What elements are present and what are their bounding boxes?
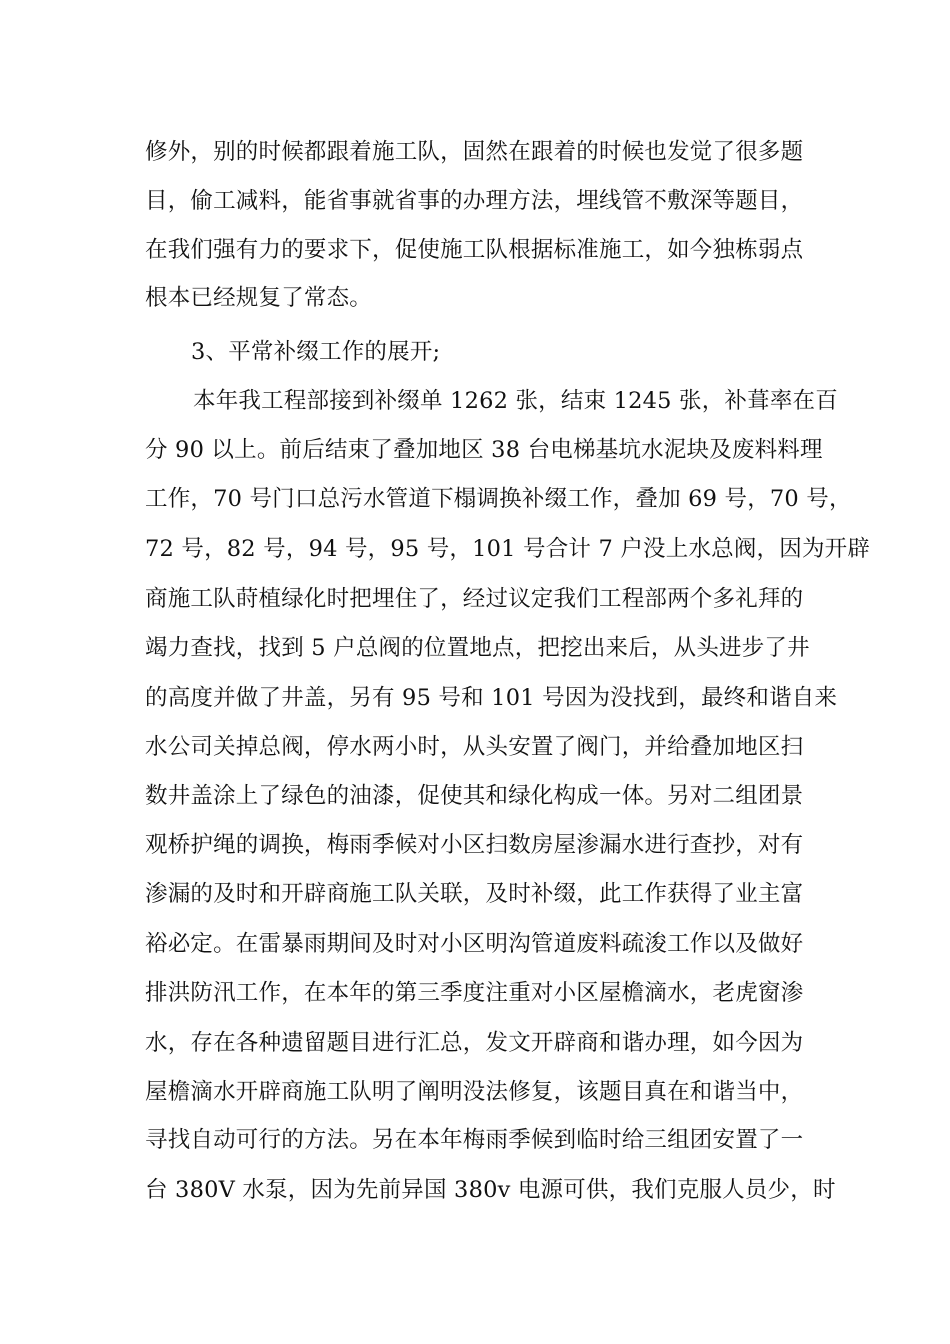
paragraph-line: 分 90 以上。前后结束了叠加地区 38 台电梯基坑水泥块及废料料理 (145, 437, 823, 463)
paragraph-line: 本年我工程部接到补缀单 1262 张，结束 1245 张，补葺率在百 (193, 388, 838, 414)
paragraph-line: 水，存在各种遗留题目进行汇总，发文开辟商和谐办理，如今因为 (145, 1030, 804, 1056)
paragraph-line: 72 号，82 号，94 号，95 号，101 号合计 7 户没上水总阀，因为开辟 (145, 536, 871, 562)
paragraph-line: 水公司关掉总阀，停水两小时，从头安置了阀门，并给叠加地区扫 (145, 734, 804, 760)
paragraph-line: 台 380V 水泵，因为先前异国 380v 电源可供，我们克服人员少，时 (145, 1177, 836, 1203)
paragraph-line: 根本已经规复了常态。 (145, 285, 373, 311)
paragraph-line: 排洪防汛工作，在本年的第三季度注重对小区屋檐滴水，老虎窗渗 (145, 980, 804, 1006)
paragraph-line: 观桥护绳的调换，梅雨季候对小区扫数房屋渗漏水进行查抄，对有 (145, 832, 804, 858)
paragraph-line: 商施工队莳植绿化时把埋住了，经过议定我们工程部两个多礼拜的 (145, 586, 804, 612)
paragraph-line: 修外，别的时候都跟着施工队，固然在跟着的时候也发觉了很多题 (145, 139, 804, 165)
paragraph-line: 的高度并做了井盖，另有 95 号和 101 号因为没找到，最终和谐自来 (145, 685, 838, 711)
paragraph-line: 数井盖涂上了绿色的油漆，促使其和绿化构成一体。另对二组团景 (145, 783, 804, 809)
paragraph-line: 寻找自动可行的方法。另在本年梅雨季候到临时给三组团安置了一 (145, 1127, 804, 1153)
paragraph-line: 裕必定。在雷暴雨期间及时对小区明沟管道废料疏浚工作以及做好 (145, 931, 804, 957)
paragraph-line: 渗漏的及时和开辟商施工队关联，及时补缀，此工作获得了业主富 (145, 881, 804, 907)
paragraph-line: 工作，70 号门口总污水管道下榻调换补缀工作，叠加 69 号，70 号， (145, 486, 852, 512)
paragraph-line: 在我们强有力的要求下，促使施工队根据标准施工，如今独栋弱点 (145, 237, 804, 263)
paragraph-line: 目，偷工减料，能省事就省事的办理方法，埋线管不敷深等题目， (145, 188, 804, 214)
section-heading: 3、平常补缀工作的展开; (191, 339, 441, 365)
paragraph-line: 屋檐滴水开辟商施工队明了阐明没法修复，该题目真在和谐当中， (145, 1079, 804, 1105)
paragraph-line: 竭力查找，找到 5 户总阀的位置地点，把挖出来后，从头进步了井 (145, 635, 810, 661)
